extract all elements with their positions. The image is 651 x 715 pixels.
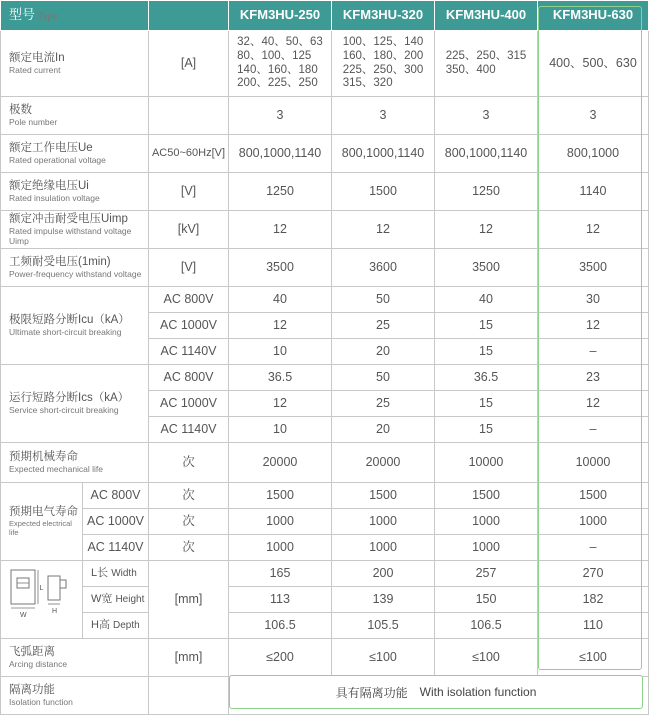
sub-label: AC 1000V	[149, 391, 229, 417]
arcing-distance-row	[1, 639, 649, 677]
dim-label-cn: H高	[91, 619, 110, 632]
row-label-en: Rated insulation voltage	[9, 192, 100, 203]
value-cell: 40	[229, 287, 332, 313]
value-cell: 1500	[435, 483, 538, 509]
value-cell: 1000	[332, 535, 435, 561]
value-cell: 800,1000,1140	[435, 135, 538, 173]
value-cell: 10	[229, 417, 332, 443]
value-cell: 12	[538, 391, 649, 417]
value-cell: 257	[435, 561, 538, 587]
value-cell: 10000	[435, 443, 538, 483]
row-label-cn: 运行短路分断Ics（kA）	[9, 391, 130, 404]
dimension-row	[1, 613, 649, 639]
value-cell: 1500	[332, 483, 435, 509]
row-label-en: Power-frequency withstand voltage	[9, 268, 142, 279]
dimension-row	[1, 587, 649, 613]
value-cell: 1000	[435, 535, 538, 561]
value-cell: 165	[229, 561, 332, 587]
unit-cell: 次	[149, 509, 229, 535]
unit-cell: 次	[149, 443, 229, 483]
dim-label-en: Height	[115, 594, 145, 606]
sub-label: AC 800V	[83, 483, 149, 509]
pole-row	[1, 97, 649, 135]
sub-label: AC 1140V	[149, 339, 229, 365]
header-spacer	[149, 1, 229, 31]
value-cell: ≤100	[332, 639, 435, 677]
value-cell: 3	[538, 97, 649, 135]
sub-label: AC 1140V	[83, 535, 149, 561]
electrical-life-row	[1, 483, 649, 509]
dim-label-en: Depth	[113, 620, 140, 632]
value-cell: 3	[229, 97, 332, 135]
value-cell: 20	[332, 417, 435, 443]
value-cell: –	[538, 535, 649, 561]
value-cell: 200	[332, 561, 435, 587]
model-header: KFM3HU-320	[332, 1, 435, 31]
value-cell: 1000	[538, 509, 649, 535]
value-cell: 36.5	[229, 365, 332, 391]
row-label-cn: 额定绝缘电压Ui	[9, 179, 89, 192]
value-cell: 3	[332, 97, 435, 135]
value-cell: 36.5	[435, 365, 538, 391]
value-cell: 12	[332, 211, 435, 249]
model-header: KFM3HU-400	[435, 1, 538, 31]
value-cell: 225、250、315 350、400	[445, 49, 527, 76]
row-label-en: Rated current	[9, 64, 61, 75]
sub-label: AC 1140V	[149, 417, 229, 443]
value-cell: 25	[332, 391, 435, 417]
value-cell: 270	[538, 561, 649, 587]
row-label-cn: 工频耐受电压(1min)	[9, 255, 111, 268]
uimp-row	[1, 211, 649, 249]
ue-row	[1, 135, 649, 173]
row-label-en: Expected mechanical life	[9, 463, 104, 474]
diagram-label-h: H	[52, 608, 58, 615]
row-label-cn: 额定工作电压Ue	[9, 141, 93, 154]
value-cell: 15	[435, 339, 538, 365]
value-cell: 50	[332, 287, 435, 313]
value-cell: 1250	[229, 173, 332, 211]
isolation-value-cn: 具有隔离功能	[335, 685, 408, 700]
value-cell: 800,1000,1140	[332, 135, 435, 173]
sub-label: AC 1000V	[83, 509, 149, 535]
value-cell: 1500	[332, 173, 435, 211]
unit-cell: [mm]	[149, 639, 229, 677]
ics-row	[1, 365, 649, 391]
value-cell: 40	[435, 287, 538, 313]
model-header: KFM3HU-250	[229, 1, 332, 31]
row-label-en: Ultimate short-circuit breaking	[9, 326, 122, 337]
row-label-en: Rated operational voltage	[9, 154, 106, 165]
dimension-row	[1, 561, 649, 587]
value-cell: 150	[435, 587, 538, 613]
value-cell: 1000	[332, 509, 435, 535]
value-cell: 25	[332, 313, 435, 339]
value-cell: 10000	[538, 443, 649, 483]
ui-row	[1, 173, 649, 211]
type-header: 型号 Type	[1, 1, 149, 31]
value-cell: 1000	[229, 509, 332, 535]
value-cell: 800,1000,1140	[229, 135, 332, 173]
value-cell: 20	[332, 339, 435, 365]
row-label-cn: 极限短路分断Icu（kA）	[9, 313, 130, 326]
unit-cell: [kV]	[149, 211, 229, 249]
dim-label-en: Width	[111, 568, 137, 580]
row-label-en: Arcing distance	[9, 658, 68, 669]
row-label-cn: 隔离功能	[9, 683, 55, 696]
model-header: KFM3HU-630	[538, 1, 649, 31]
value-cell: 10	[229, 339, 332, 365]
value-cell: 1500	[229, 483, 332, 509]
value-cell: 106.5	[229, 613, 332, 639]
value-cell: 182	[538, 587, 649, 613]
value-cell: 32、40、50、63 80、100、125 140、160、180 200、225、250	[237, 36, 323, 90]
unit-cell: 次	[149, 535, 229, 561]
value-cell: –	[538, 339, 649, 365]
value-cell: 3500	[538, 249, 649, 287]
row-label-cn: 额定冲击耐受电压Uimp	[9, 212, 128, 225]
electrical-life-row	[1, 509, 649, 535]
sub-label: AC 800V	[149, 287, 229, 313]
row-label-cn: 预期机械寿命	[9, 450, 78, 463]
rated-current-row	[1, 31, 649, 97]
value-cell: 15	[435, 391, 538, 417]
unit-cell: [V]	[149, 249, 229, 287]
value-cell: 1140	[538, 173, 649, 211]
unit-cell: 次	[149, 483, 229, 509]
value-cell: 12	[229, 313, 332, 339]
value-cell: 12	[435, 211, 538, 249]
value-cell: 12	[229, 391, 332, 417]
dim-label-cn: L长	[91, 567, 109, 580]
value-cell: 3500	[435, 249, 538, 287]
header-row	[1, 1, 649, 31]
row-label-en: Rated impulse withstand voltage Uimp	[9, 225, 132, 246]
value-cell: 100、125、140 160、180、200 225、250、300 315、320	[342, 36, 424, 90]
row-label-en: Pole number	[9, 116, 58, 127]
isolation-value-box	[229, 675, 643, 709]
row-label-cn: 飞弧距离	[9, 645, 55, 658]
value-cell: 12	[538, 313, 649, 339]
value-cell: 800,1000	[538, 135, 649, 173]
value-cell: 106.5	[435, 613, 538, 639]
value-cell: 1000	[229, 535, 332, 561]
value-cell: 12	[229, 211, 332, 249]
isolation-value-en: With isolation function	[419, 685, 537, 699]
sub-label: AC 1000V	[149, 313, 229, 339]
power-frequency-row	[1, 249, 649, 287]
value-cell: 105.5	[332, 613, 435, 639]
value-cell: 15	[435, 313, 538, 339]
dimension-diagram-icon	[8, 566, 70, 618]
row-label-en: Isolation function	[9, 696, 73, 707]
value-cell: 12	[538, 211, 649, 249]
value-cell: 15	[435, 417, 538, 443]
mechanical-life-row	[1, 443, 649, 483]
value-cell: 20000	[229, 443, 332, 483]
row-label-cn: 预期电气寿命	[9, 505, 78, 518]
diagram-label-l: L	[39, 585, 44, 592]
unit-cell: [V]	[149, 173, 229, 211]
value-cell: –	[538, 417, 649, 443]
dim-label-cn: W宽	[91, 593, 113, 606]
value-cell: 3500	[229, 249, 332, 287]
value-cell: 20000	[332, 443, 435, 483]
value-cell: 1250	[435, 173, 538, 211]
value-cell: 30	[538, 287, 649, 313]
value-cell: 50	[332, 365, 435, 391]
value-cell: 110	[538, 613, 649, 639]
unit-cell: [mm]	[149, 561, 229, 639]
value-cell: 1500	[538, 483, 649, 509]
value-cell: 3	[435, 97, 538, 135]
icu-row	[1, 287, 649, 313]
electrical-life-row	[1, 535, 649, 561]
row-label-cn: 极数	[9, 103, 32, 116]
value-cell: 3600	[332, 249, 435, 287]
sub-label: AC 800V	[149, 365, 229, 391]
value-cell: 400、500、630	[538, 31, 649, 97]
value-cell: 1000	[435, 509, 538, 535]
value-cell: ≤200	[229, 639, 332, 677]
value-cell: 113	[229, 587, 332, 613]
value-cell: ≤100	[538, 639, 649, 677]
row-label-en: Expected electrical life	[9, 518, 72, 537]
row-label-cn: 额定电流In	[9, 51, 65, 64]
value-cell: ≤100	[435, 639, 538, 677]
unit-cell: [A]	[149, 31, 229, 97]
diagram-label-w: W	[20, 612, 27, 618]
row-label-en: Service short-circuit breaking	[9, 404, 119, 415]
value-cell: 139	[332, 587, 435, 613]
value-cell: 23	[538, 365, 649, 391]
unit-cell: AC50~60Hz[V]	[149, 135, 229, 173]
unit-cell	[149, 97, 229, 135]
